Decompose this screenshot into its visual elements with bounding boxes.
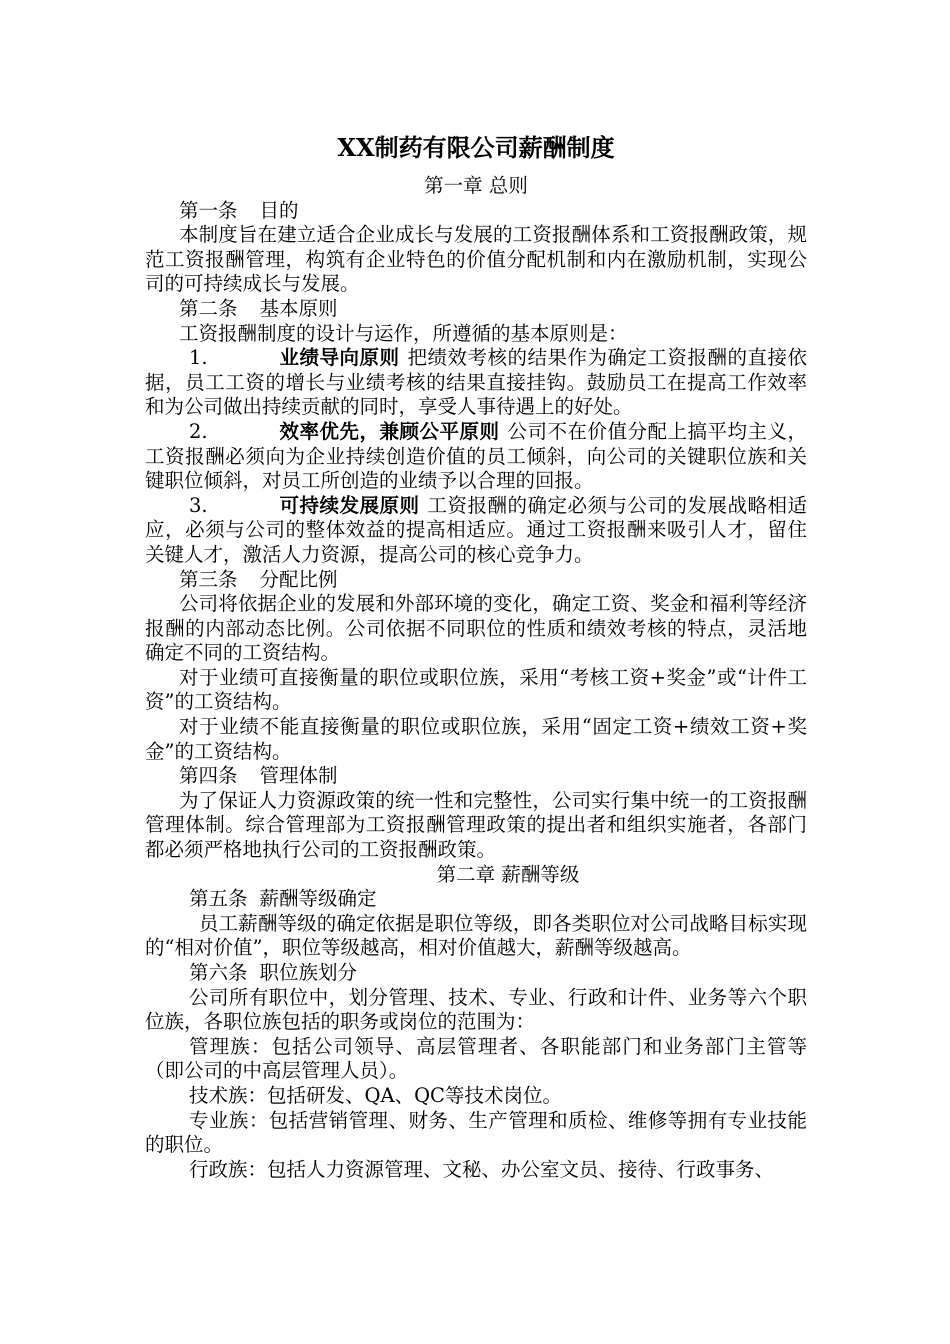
family-item: 专业族：包括营销管理、财务、生产管理和质检、维修等拥有专业技能的职位。 [145,1108,807,1157]
article-number: 第四条 [179,764,238,788]
article-heading-3 [145,568,807,593]
document-title: XX制药有限公司薪酬制度 [337,133,615,162]
paragraph: 本制度旨在建立适合企业成长与发展的工资报酬体系和工资报酬政策，规范工资报酬管理，构筑有企业特色的价值分配机制和内在激励机制，实现公司的可持续成长与发展。 [145,223,807,296]
family-item: 行政族：包括人力资源管理、文秘、办公室文员、接待、行政事务、 [189,1157,775,1181]
article-number: 第二条 [179,296,238,320]
article-heading-1 [145,199,807,224]
article-number: 第五条 [189,887,248,911]
chapter-heading-2: 第二章 薪酬等级 [436,862,580,886]
paragraph: 员工薪酬等级的确定依据是职位等级，即各类职位对公司战略目标实现的“相对价值”，职位等级越高，相对价值越大，薪酬等级越高。 [145,911,807,960]
article-name: 职位族划分 [259,961,358,984]
principle-item [145,346,807,420]
article-name: 管理体制 [259,764,338,788]
paragraph: 为了保证人力资源政策的统一性和完整性，公司实行集中统一的工资报酬管理体制。综合管理部为工资报酬管理政策的提出者和组织实施者，各部门都必须严格地执行公司的工资报酬政策。 [145,788,807,862]
principle-item [145,420,807,494]
principle-text: 工资报酬的确定必须与公司的发展战略相适应，必须与公司的整体效益的提高相适应。通过工资报酬来吸引人才，留住关键人才，激活人力资源，提高公司的核心竞争力。 [145,493,807,566]
principle-text: 把绩效考核的结果作为确定工资报酬的直接依据，员工工资的增长与业绩考核的结果直接挂钩。鼓励员工在提高工作效率和为公司做出持续贡献的同时，享受人事待遇上的好处。 [145,346,807,419]
principle-text: 公司不在价值分配上搞平均主义，工资报酬必须向为企业持续创造价值的员工倾斜，向公司的关键职位族和关键职位倾斜，对员工所创造的业绩予以合理的回报。 [145,419,807,493]
paragraph: 公司将依据企业的发展和外部环境的变化，确定工资、奖金和福利等经济报酬的内部动态比例。公司依据不同职位的性质和绩效考核的特点，灵活地确定不同的工资结构。 [145,592,807,665]
principle-item [145,494,807,568]
principle-name: 业绩导向原则 [279,346,400,370]
chapter-heading-1: 第一章 总则 [424,174,528,197]
document-page [145,128,807,1182]
article-number: 第一条 [179,198,238,222]
article-heading-5 [145,887,807,912]
paragraph: 对于业绩可直接衡量的职位或职位族，采用“考核工资+奖金”或“计件工资”的工资结构。 [145,665,807,714]
article-name: 目的 [259,198,299,222]
item-number: 3. [189,493,208,517]
article-heading-2 [145,297,807,322]
article-heading-4 [145,764,807,789]
family-item: 管理族：包括公司领导、高层管理者、各职能部门和业务部门主管等（即公司的中高层管理人员）。 [145,1034,807,1083]
article-name: 分配比例 [259,567,338,591]
article-number: 第六条 [189,961,248,984]
family-item: 技术族：包括研发、QA、QC等技术岗位。 [189,1083,562,1107]
paragraph: 工资报酬制度的设计与运作，所遵循的基本原则是： [179,321,628,345]
article-name: 基本原则 [259,296,338,320]
paragraph: 对于业绩不能直接衡量的职位或职位族，采用“固定工资+绩效工资+奖金”的工资结构。 [145,715,807,763]
article-number: 第三条 [179,567,238,591]
principle-name: 效率优先，兼顾公平原则 [279,419,500,443]
item-number: 2. [189,419,208,443]
principle-name: 可持续发展原则 [279,493,420,517]
article-name: 薪酬等级确定 [259,887,377,911]
item-number: 1. [189,346,208,370]
article-heading-6 [145,961,807,986]
paragraph: 公司所有职位中，划分管理、技术、专业、行政和计件、业务等六个职位族，各职位族包括的职务或岗位的范围为： [145,985,807,1034]
